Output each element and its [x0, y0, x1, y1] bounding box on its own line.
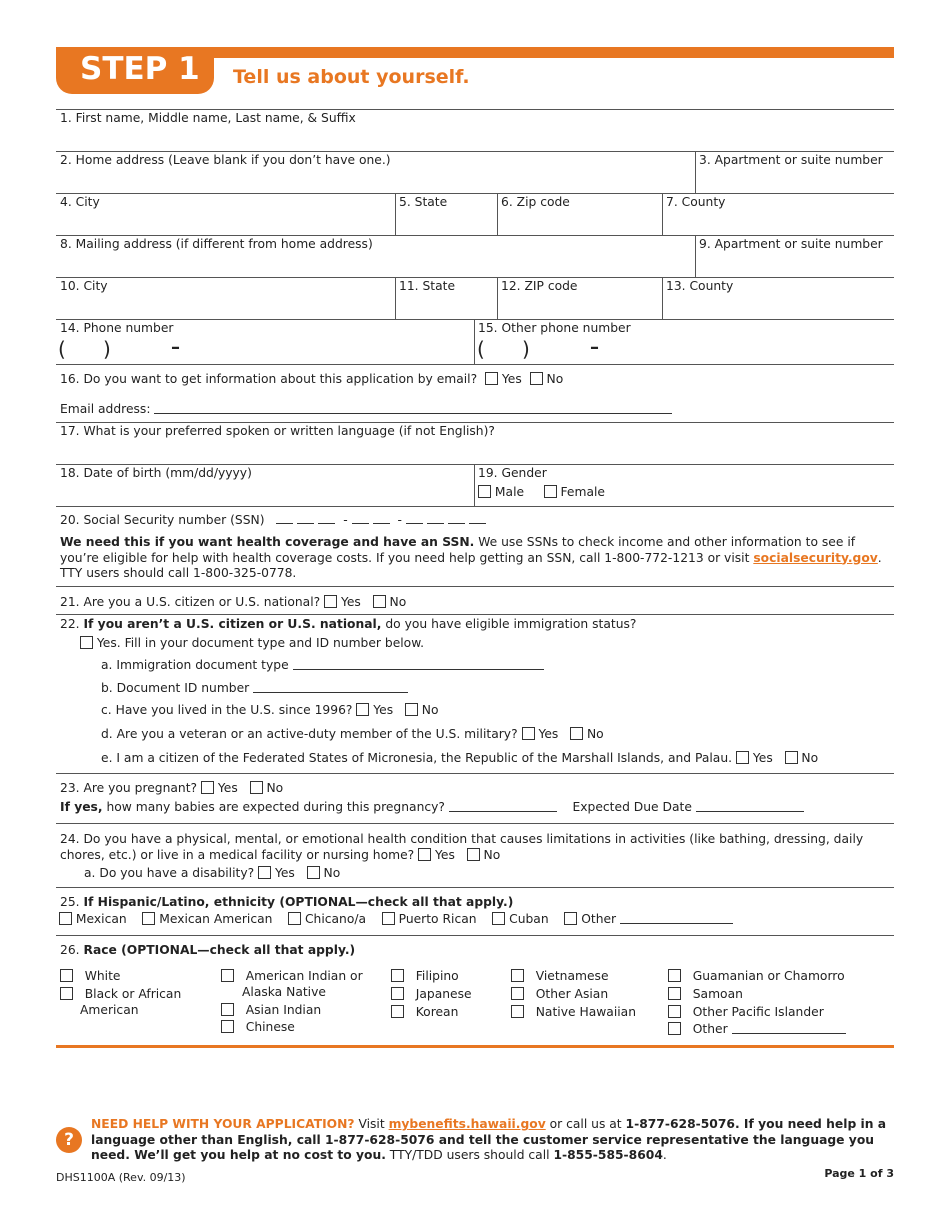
- q21-no-checkbox[interactable]: [373, 595, 386, 608]
- q22-yes-row: [80, 636, 424, 650]
- q26-num: 26.: [60, 943, 84, 957]
- q23-ifyes-rest: how many babies are expected during this pregnancy?: [102, 800, 445, 814]
- race-other-input[interactable]: [732, 1023, 846, 1034]
- race-checkbox[interactable]: [221, 1003, 234, 1016]
- ssn-digit[interactable]: [448, 514, 465, 524]
- q22-yes-checkbox[interactable]: [80, 636, 93, 649]
- ssn-digit[interactable]: [318, 514, 335, 524]
- race-checkbox[interactable]: [391, 987, 404, 1000]
- ssn-dash: -: [397, 513, 402, 527]
- q21-yes-label: Yes: [340, 595, 361, 609]
- q21-row: [60, 595, 406, 609]
- q22-yes-fill-label: Yes. Fill in your document type and ID number below.: [96, 636, 425, 650]
- q22e-yes-label: Yes: [752, 751, 773, 765]
- mexican-checkbox[interactable]: [59, 912, 72, 925]
- q21-label: 21. Are you a U.S. citizen or U.S. national?: [60, 595, 321, 609]
- ethnicity-other-input[interactable]: [620, 913, 733, 924]
- race-checkbox[interactable]: [221, 969, 234, 982]
- col-line: [695, 151, 696, 193]
- q22d-no-label: No: [586, 727, 604, 741]
- help-text: [91, 1117, 891, 1164]
- phone-paren-close: ): [103, 337, 111, 361]
- ssa-link[interactable]: socialsecurity.gov: [753, 550, 878, 565]
- field-mailing-apt-label[interactable]: 9. Apartment or suite number: [699, 237, 883, 251]
- race-label: Japanese: [415, 987, 472, 1001]
- row-line: [56, 422, 894, 423]
- q16-yes-label: Yes: [501, 372, 522, 386]
- q22-num: 22.: [60, 617, 84, 631]
- q16-label: 16. Do you want to get information about this application by email?: [60, 372, 478, 386]
- q19-label: 19. Gender: [478, 466, 547, 480]
- q22c-row: [101, 703, 439, 717]
- race-checkbox[interactable]: [511, 987, 524, 1000]
- field-phone-label[interactable]: 14. Phone number: [60, 321, 174, 335]
- col-line: [662, 193, 663, 235]
- ethnicity-option: Cuban: [509, 912, 549, 926]
- row-line: [56, 614, 894, 615]
- row-line: [56, 887, 894, 888]
- ssn-label: 20. Social Security number (SSN): [60, 513, 265, 527]
- q16-no-checkbox[interactable]: [530, 372, 543, 385]
- row-line: [56, 823, 894, 824]
- race-checkbox[interactable]: [221, 1020, 234, 1033]
- ssn-digit[interactable]: [373, 514, 390, 524]
- female-label: Female: [560, 485, 605, 499]
- due-date-label: Expected Due Date: [572, 800, 692, 814]
- q22c-yes-label: Yes: [373, 703, 394, 717]
- field-apt-label[interactable]: 3. Apartment or suite number: [699, 153, 883, 167]
- race-checkbox[interactable]: [668, 987, 681, 1000]
- field-home-address-label[interactable]: 2. Home address (Leave blank if you don’t have one.): [60, 153, 391, 167]
- immigration-doc-input[interactable]: [293, 659, 544, 670]
- email-row: [60, 402, 672, 416]
- race-option-japanese: [391, 987, 472, 1001]
- race-label: Asian Indian: [245, 1003, 322, 1017]
- q24-yes-label: Yes: [435, 847, 455, 862]
- step-label: STEP 1: [80, 51, 200, 87]
- race-checkbox[interactable]: [668, 1022, 681, 1035]
- race-option-black: [60, 987, 181, 1001]
- col-line: [497, 277, 498, 319]
- race-checkbox[interactable]: [60, 987, 73, 1000]
- email-input[interactable]: [154, 403, 672, 414]
- mexican-american-checkbox[interactable]: [142, 912, 155, 925]
- q22c-no-checkbox[interactable]: [405, 703, 418, 716]
- q24-block: [60, 832, 892, 863]
- row-line: [56, 235, 894, 236]
- help-visit: Visit: [354, 1117, 389, 1131]
- q24-label: 24. Do you have a physical, mental, or emotional health condition that causes limitations in activities (like bathing, dressing, daily chores, etc.) or live in a medical facility or nursing home?: [60, 832, 864, 862]
- page-title: Tell us about yourself.: [233, 66, 470, 88]
- other-phone-dash: –: [590, 337, 599, 358]
- q22d-label: d. Are you a veteran or an active-duty member of the U.S. military?: [101, 727, 518, 741]
- q23-label: 23. Are you pregnant?: [60, 781, 198, 795]
- race-label: Native Hawaiian: [535, 1005, 636, 1019]
- q26-row: [60, 943, 355, 957]
- row-line: [56, 773, 894, 774]
- phone-dash: –: [171, 337, 180, 358]
- race-label: Filipino: [415, 969, 459, 983]
- q22a-row: [101, 658, 544, 672]
- ethnicity-option: Mexican American: [159, 912, 273, 926]
- help-title: NEED HELP WITH YOUR APPLICATION?: [91, 1117, 355, 1131]
- race-checkbox[interactable]: [668, 1005, 681, 1018]
- field-mailing-state-label[interactable]: 11. State: [399, 279, 456, 293]
- due-date-input[interactable]: [696, 801, 804, 812]
- other-phone-paren-close: ): [522, 337, 530, 361]
- chicano-checkbox[interactable]: [288, 912, 301, 925]
- q17-label[interactable]: 17. What is your preferred spoken or written language (if not English)?: [60, 424, 495, 438]
- help-call: or call us at: [545, 1117, 626, 1131]
- page-number: Page 1 of 3: [824, 1167, 894, 1180]
- form-id: DHS1100A (Rev. 09/13): [56, 1171, 186, 1184]
- race-label: Other: [692, 1022, 728, 1036]
- help-end: .: [662, 1148, 667, 1162]
- row-line: [56, 319, 894, 320]
- ssn-notice-text1: We use SSNs to check income and other information to see if you’re eligible for help with health coverage costs. If you need help getting an SSN, call 1-800-772-1213 or visit: [60, 535, 856, 565]
- q23-yes-checkbox[interactable]: [201, 781, 214, 794]
- q24a-no-label: No: [323, 866, 341, 880]
- q22c-no-label: No: [421, 703, 439, 717]
- race-option-korean: [391, 1005, 458, 1019]
- help-icon: ?: [56, 1127, 82, 1153]
- help-phone: 1-877-628-5076: [625, 1117, 735, 1131]
- q22e-no-checkbox[interactable]: [785, 751, 798, 764]
- q22c-yes-checkbox[interactable]: [356, 703, 369, 716]
- q26-bold: Race (OPTIONAL—check all that apply.): [83, 943, 356, 957]
- q23-ifyes-bold: If yes,: [60, 800, 103, 814]
- help-bold-rest: . If you need help in a language other than English, call 1-877-628-5076 and tell the customer service representative the language you need. We’ll get you help at no cost to you.: [91, 1117, 887, 1162]
- race-option-vietnamese: [511, 969, 609, 983]
- race-label: Chinese: [245, 1020, 295, 1034]
- other-phone-paren-open: (: [477, 337, 485, 361]
- race-option-asian-indian: [221, 1003, 321, 1017]
- q24-no-checkbox[interactable]: [467, 848, 480, 861]
- col-line: [474, 319, 475, 364]
- cuban-checkbox[interactable]: [492, 912, 505, 925]
- q22e-label: e. I am a citizen of the Federated States of Micronesia, the Republic of the Marshall Islands, and Palau.: [101, 751, 733, 765]
- q22-row: [60, 617, 636, 631]
- gender-row: [478, 485, 605, 499]
- q22d-yes-label: Yes: [538, 727, 559, 741]
- race-label: White: [84, 969, 121, 983]
- q24a-row: [84, 866, 340, 880]
- q22d-yes-checkbox[interactable]: [522, 727, 535, 740]
- ssn-digit[interactable]: [352, 514, 369, 524]
- race-checkbox[interactable]: [668, 969, 681, 982]
- ethnicity-option: Puerto Rican: [398, 912, 477, 926]
- babies-input[interactable]: [449, 801, 557, 812]
- q22-rest: do you have eligible immigration status?: [381, 617, 637, 631]
- field-mailing-county-label[interactable]: 13. County: [666, 279, 734, 293]
- mybenefits-link[interactable]: mybenefits.hawaii.gov: [388, 1117, 546, 1131]
- ethnicity-option: Chicano/a: [304, 912, 367, 926]
- race-label: Other Pacific Islander: [692, 1005, 824, 1019]
- race-checkbox[interactable]: [391, 969, 404, 982]
- ssn-digit[interactable]: [427, 514, 444, 524]
- q23-no-label: No: [266, 781, 284, 795]
- race-label: Vietnamese: [535, 969, 609, 983]
- row-line: [56, 935, 894, 936]
- ssn-notice-text2: . TTY users should call 1-800-325-0778.: [60, 550, 882, 580]
- ssn-dash: -: [343, 513, 348, 527]
- q23-babies-row: [60, 800, 804, 814]
- row-line: [56, 109, 894, 110]
- ssn-digit[interactable]: [276, 514, 293, 524]
- race-option-samoan: [668, 987, 743, 1001]
- q22d-row: [101, 727, 604, 741]
- q16-no-label: No: [546, 372, 564, 386]
- male-checkbox[interactable]: [478, 485, 491, 498]
- ethnicity-options: [59, 912, 733, 926]
- row-line: [56, 506, 894, 507]
- q22e-yes-checkbox[interactable]: [736, 751, 749, 764]
- field-name-label[interactable]: 1. First name, Middle name, Last name, & Suffix: [60, 111, 356, 125]
- col-line: [395, 193, 396, 235]
- race-option-guamanian: [668, 969, 845, 983]
- q24-no-label: No: [483, 847, 501, 862]
- q25-num: 25.: [60, 895, 84, 909]
- q23-yes-label: Yes: [217, 781, 238, 795]
- ethnicity-option: Mexican: [75, 912, 127, 926]
- race-label-cont: Alaska Native: [242, 985, 326, 999]
- race-option-white: [60, 969, 121, 983]
- q24-yes-checkbox[interactable]: [418, 848, 431, 861]
- race-checkbox[interactable]: [511, 1005, 524, 1018]
- puerto-rican-checkbox[interactable]: [382, 912, 395, 925]
- row-line: [56, 464, 894, 465]
- col-line: [662, 277, 663, 319]
- q24a-no-checkbox[interactable]: [307, 866, 320, 879]
- field-state-label[interactable]: 5. State: [399, 195, 448, 209]
- col-line: [695, 235, 696, 277]
- ssn-digit[interactable]: [406, 514, 423, 524]
- ssn-digit[interactable]: [297, 514, 314, 524]
- field-mailing-city-label[interactable]: 10. City: [60, 279, 108, 293]
- q16-row: [60, 372, 563, 386]
- q22e-no-label: No: [801, 751, 819, 765]
- race-label-cont: American: [80, 1003, 139, 1017]
- field-mailing-address-label[interactable]: 8. Mailing address (if different from home address): [60, 237, 373, 251]
- q22b-row: [101, 681, 408, 695]
- race-label: Guamanian or Chamorro: [692, 969, 845, 983]
- field-mailing-zip-label[interactable]: 12. ZIP code: [501, 279, 578, 293]
- ssn-row: [60, 513, 490, 527]
- col-line: [497, 193, 498, 235]
- q21-no-label: No: [389, 595, 407, 609]
- ssn-notice-bold: We need this if you want health coverage and have an SSN.: [60, 535, 475, 549]
- row-line: [56, 277, 894, 278]
- q25-row: [60, 895, 513, 909]
- field-zip-label[interactable]: 6. Zip code: [501, 195, 570, 209]
- ssn-digit[interactable]: [469, 514, 486, 524]
- col-line: [395, 277, 396, 319]
- q22c-label: c. Have you lived in the U.S. since 1996?: [101, 703, 353, 717]
- race-checkbox[interactable]: [60, 969, 73, 982]
- q22-bold: If you aren’t a U.S. citizen or U.S. national,: [83, 617, 382, 631]
- q21-yes-checkbox[interactable]: [324, 595, 337, 608]
- race-checkbox[interactable]: [511, 969, 524, 982]
- row-line: [56, 586, 894, 587]
- q22e-row: [101, 751, 818, 765]
- q23-no-checkbox[interactable]: [250, 781, 263, 794]
- q23-row: [60, 781, 283, 795]
- email-label: Email address:: [60, 402, 151, 416]
- help-tty-phone: 1-855-585-8604: [553, 1148, 663, 1162]
- row-line: [56, 193, 894, 194]
- race-checkbox[interactable]: [391, 1005, 404, 1018]
- race-option-filipino: [391, 969, 459, 983]
- race-option-american-indian: [221, 969, 363, 983]
- section-end-rule: [56, 1045, 894, 1048]
- phone-paren-open: (: [58, 337, 66, 361]
- help-tty: TTY/TDD users should call: [385, 1148, 554, 1162]
- ethnicity-option: Other: [581, 912, 617, 926]
- race-label: Other Asian: [535, 987, 609, 1001]
- race-option-native-hawaiian: [511, 1005, 636, 1019]
- q22a-label: a. Immigration document type: [101, 658, 289, 672]
- race-label: Samoan: [692, 987, 743, 1001]
- q24a-yes-checkbox[interactable]: [258, 866, 271, 879]
- col-line: [474, 464, 475, 506]
- q24a-yes-label: Yes: [274, 866, 295, 880]
- q24a-label: a. Do you have a disability?: [84, 866, 255, 880]
- q22b-label: b. Document ID number: [101, 681, 250, 695]
- race-option-other: [668, 1022, 846, 1036]
- field-other-phone-label[interactable]: 15. Other phone number: [478, 321, 631, 335]
- q25-bold: If Hispanic/Latino, ethnicity (OPTIONAL—check all that apply.): [83, 895, 514, 909]
- race-option-other-pacific: [668, 1005, 824, 1019]
- row-line: [56, 151, 894, 152]
- race-label: American Indian or: [245, 969, 363, 983]
- race-option-other-asian: [511, 987, 608, 1001]
- race-label: Black or African: [84, 987, 182, 1001]
- field-city-label[interactable]: 4. City: [60, 195, 100, 209]
- female-checkbox[interactable]: [544, 485, 557, 498]
- field-county-label[interactable]: 7. County: [666, 195, 726, 209]
- race-option-chinese: [221, 1020, 295, 1034]
- q22d-no-checkbox[interactable]: [570, 727, 583, 740]
- q16-yes-checkbox[interactable]: [485, 372, 498, 385]
- ssn-notice: [60, 535, 890, 582]
- male-label: Male: [494, 485, 525, 499]
- row-line: [56, 364, 894, 365]
- doc-id-input[interactable]: [253, 682, 408, 693]
- ethnicity-other-checkbox[interactable]: [564, 912, 577, 925]
- q18-label[interactable]: 18. Date of birth (mm/dd/yyyy): [60, 466, 252, 480]
- race-label: Korean: [415, 1005, 459, 1019]
